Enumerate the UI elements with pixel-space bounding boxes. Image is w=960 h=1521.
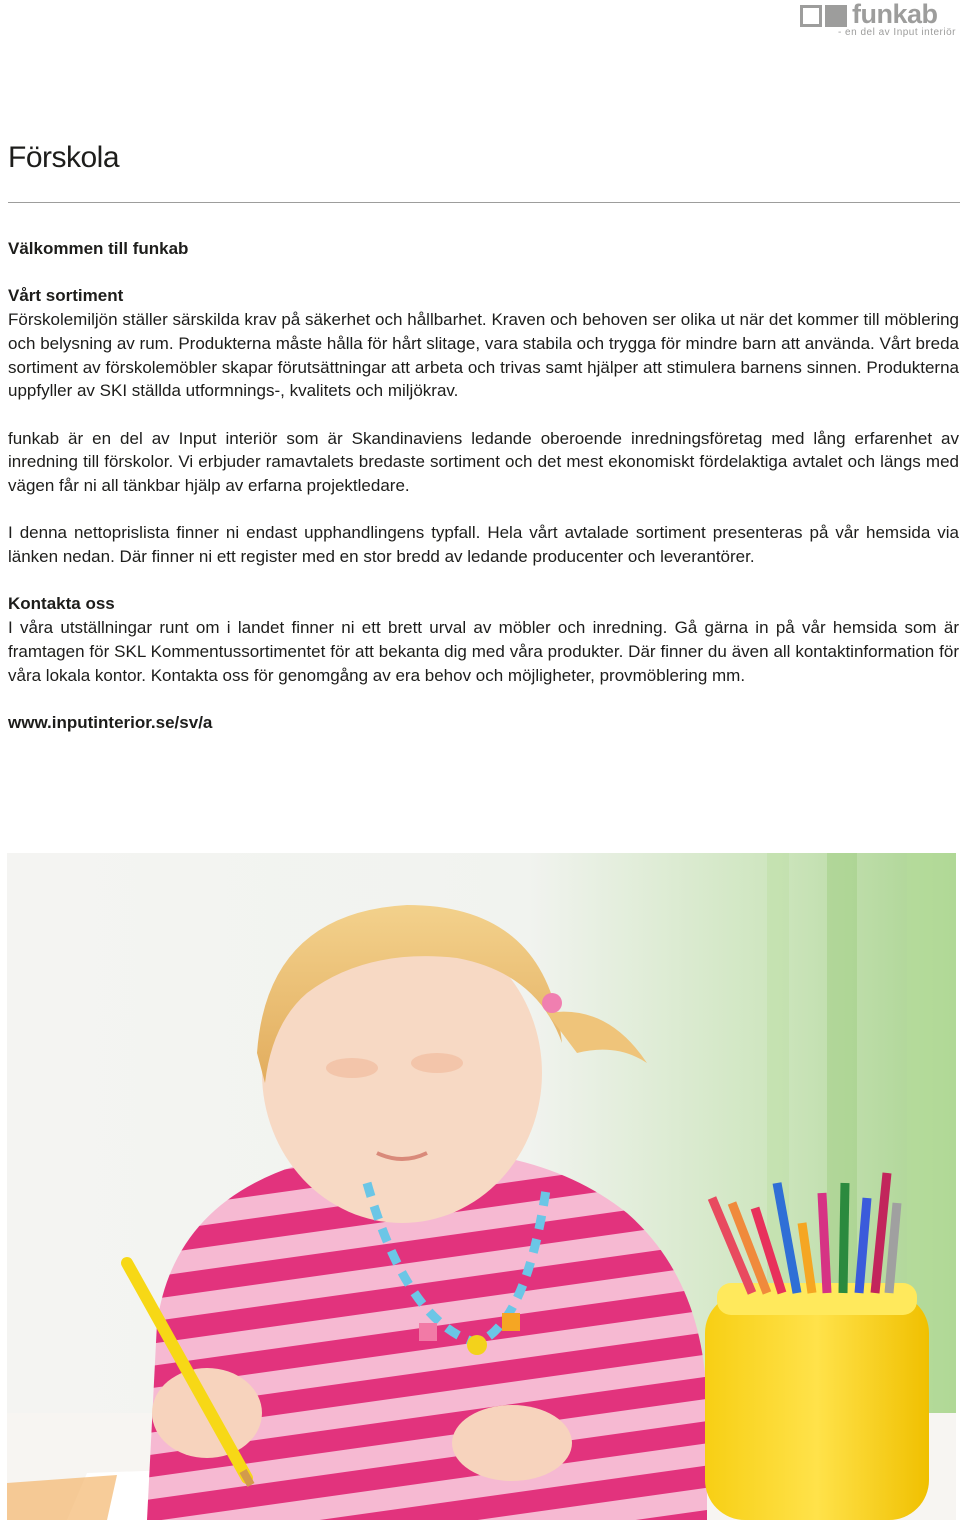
title-divider <box>8 202 960 203</box>
logo-outline-square <box>800 5 822 27</box>
spacer <box>8 403 959 427</box>
website-link[interactable]: www.inputinterior.se/sv/a <box>8 712 213 732</box>
page-title: Förskola <box>8 141 120 174</box>
spacer <box>8 569 959 593</box>
contact-paragraph: I våra utställningar runt om i landet finner ni ett brett urval av möbler och inredning. Gå gärna in på vår hemsida som är framtagen för SKL Kommentussortimentet för att bekanta dig med våra produkter. Där finner du även all kontaktinformation för våra lokala kontor. Kontakta oss för genomgång av era behov och möjligheter, provmöblering mm. <box>8 618 959 685</box>
spacer <box>8 261 959 285</box>
pricelist-paragraph: I denna nettoprislista finner ni endast upphandlingens typfall. Hela vårt avtalade sortiment presenteras på vår hemsida via länken nedan. Där finner ni ett register med en stor bredd av ledande producenter och leverantörer. <box>8 523 959 567</box>
photo-illustration <box>7 853 956 1520</box>
right-hand <box>452 1405 572 1481</box>
logo-tagline: - en del av Input interiör <box>837 27 956 38</box>
pencil-jar <box>705 1293 929 1520</box>
funkab-logo <box>800 2 958 40</box>
contact-heading: Kontakta oss <box>8 594 115 614</box>
welcome-heading: Välkommen till funkab <box>8 239 189 258</box>
logo-mark-icon <box>800 5 848 27</box>
about-paragraph: funkab är en del av Input interiör som är Skandinaviens ledande oberoende inredningsföretag med lång erfarenhet av inredning till förskolor. Vi erbjuder ramavtalets bredaste sortiment och det mest ekonomiskt fördelaktiga avtalet och längs med vägen får ni all tänkbar hjälp av erfarna projektledare. <box>8 428 959 495</box>
logo-filled-square <box>825 5 847 27</box>
photo-girl-drawing <box>7 853 956 1520</box>
logo-wordmark: funkab <box>852 0 938 29</box>
spacer <box>8 687 959 711</box>
main-content <box>8 237 959 735</box>
sortiment-paragraph: Förskolemiljön ställer särskilda krav på säkerhet och hållbarhet. Kraven och behoven ser olika ut när det kommer till möblering och belysning av rum. Produkterna måste hålla för hårt slitage, vara stabila och trygga för mindre barn att använda. Vårt breda sortiment av förskolemöbler skapar förutsättningar att arbeta och trivas samt hjälper att stimulera barnens sinnen. Produkterna uppfyller av SKI ställda utformnings-, kvalitets och miljökrav. <box>8 310 959 401</box>
sortiment-heading: Vårt sortiment <box>8 286 124 306</box>
spacer <box>8 498 959 522</box>
